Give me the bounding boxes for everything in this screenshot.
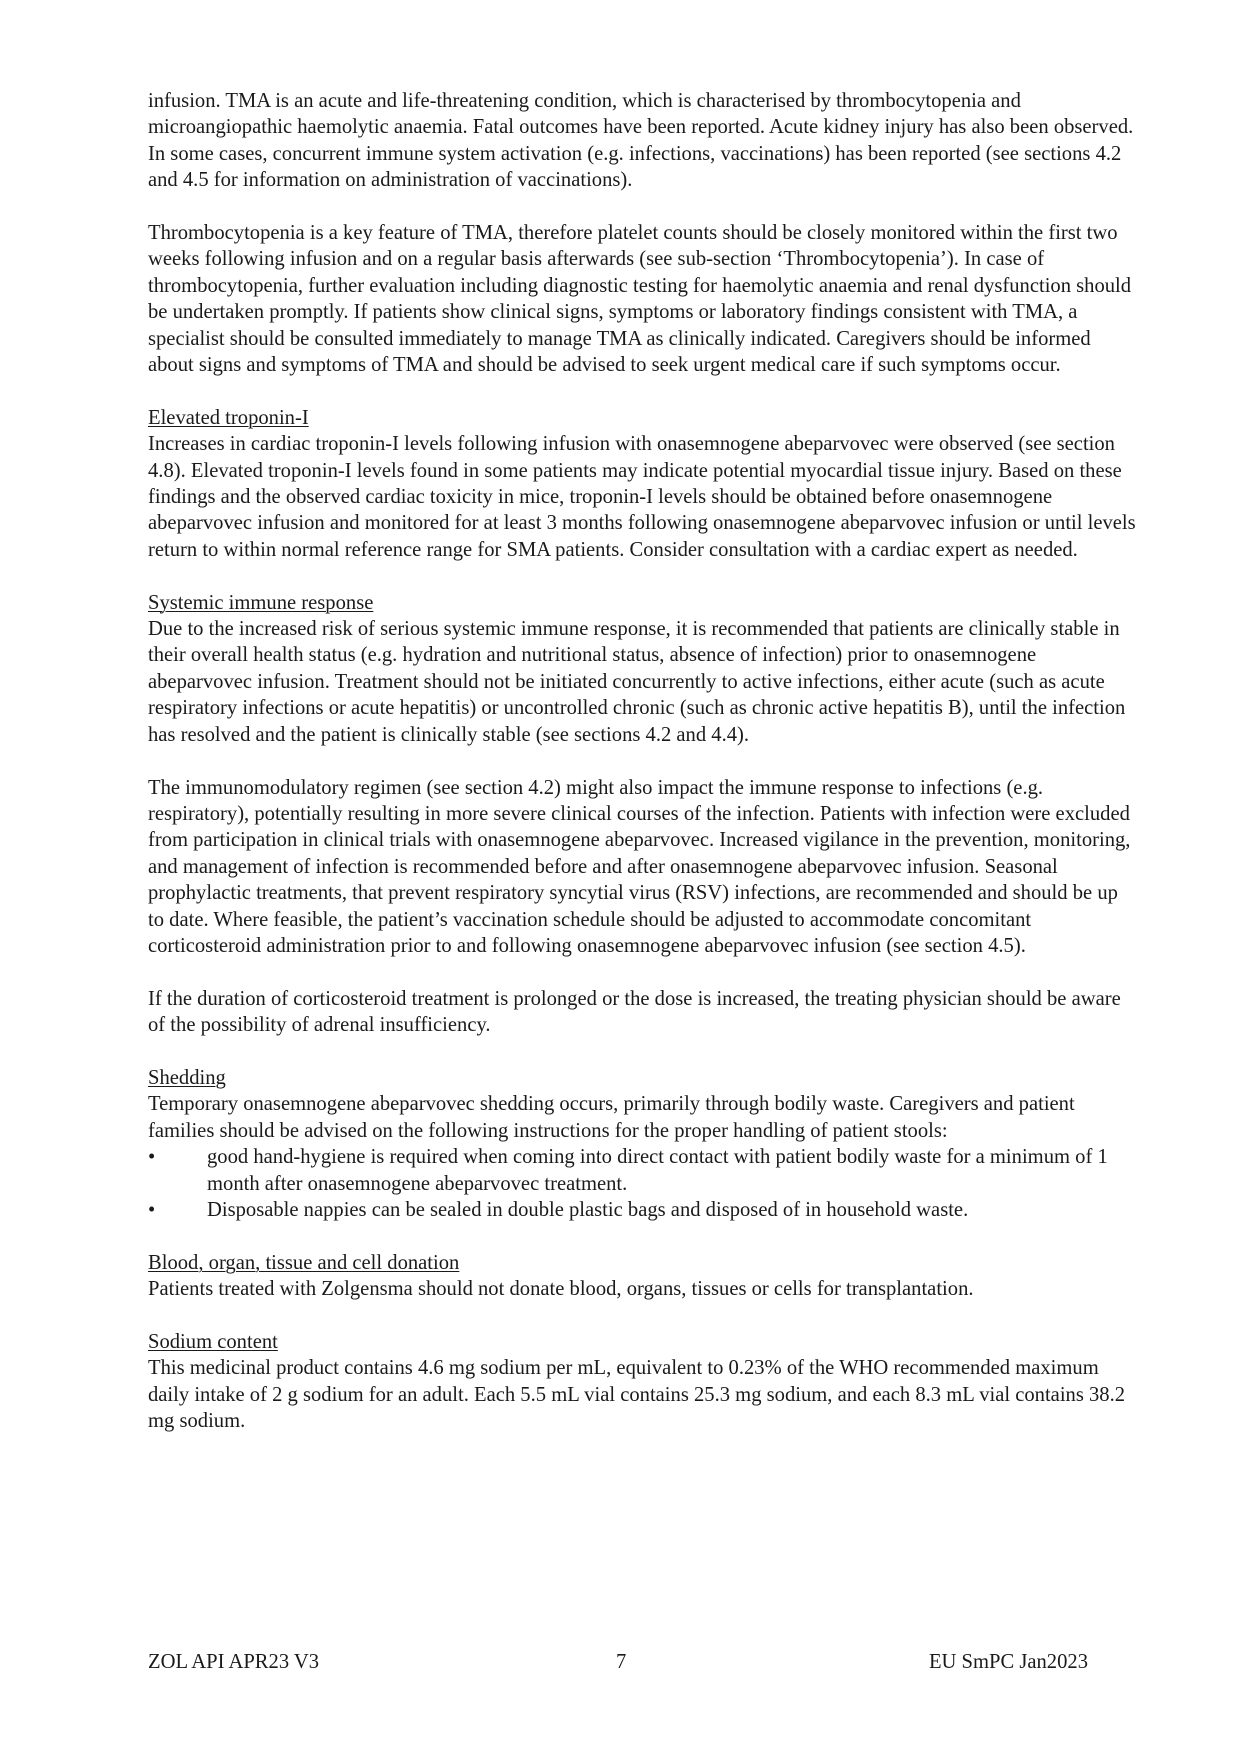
- footer-version: EU SmPC Jan2023: [928, 1651, 1088, 1673]
- list-item-text: good hand-hygiene is required when coming into direct contact with patient bodily waste for a minimum of 1 month after onasemnogene abeparvovec treatment.: [207, 1146, 1108, 1195]
- section-heading: Shedding: [148, 1066, 226, 1089]
- list-item: [148, 1144, 1138, 1197]
- section-heading: Systemic immune response: [148, 591, 374, 614]
- section-heading: Elevated troponin-I: [148, 406, 309, 429]
- paragraph-immune-2: The immunomodulatory regimen (see section 4.2) might also impact the immune response to infections (e.g. respiratory), potentially resulting in more severe clinical courses of the infection. Patients with infection were excluded from participation in clinical trials with onasemnogene abeparvovec. Increased vigilance in the prevention, monitoring, and management of infection is recommended before and after onasemnogene abeparvovec infusion. Seasonal prophylactic treatments, that prevent respiratory syncytial virus (RSV) infections, are recommended and should be up to date. Where feasible, the patient’s vaccination schedule should be adjusted to accommodate concomitant corticosteroid administration prior to and following onasemnogene abeparvovec infusion (see section 4.5).: [148, 776, 1131, 957]
- section-sodium-content: [148, 1329, 1138, 1435]
- footer-document-code: ZOL API APR23 V3: [148, 1651, 320, 1673]
- paragraph-sodium: This medicinal product contains 4.6 mg sodium per mL, equivalent to 0.23% of the WHO recommended maximum daily intake of 2 g sodium for an adult. Each 5.5 mL vial contains 25.3 mg sodium, and each 8.3 mL vial contains 38.2 mg sodium.: [148, 1357, 1126, 1433]
- paragraph-shedding: Temporary onasemnogene abeparvovec shedding occurs, primarily through bodily waste. Caregivers and patient families should be advised on the following instructions for the proper handling of patient stools:: [148, 1093, 1075, 1142]
- footer-page-number: 7: [616, 1651, 627, 1673]
- section-heading: Blood, organ, tissue and cell donation: [148, 1251, 460, 1274]
- paragraph-immune-3: If the duration of corticosteroid treatment is prolonged or the dose is increased, the treating physician should be aware of the possibility of adrenal insufficiency.: [148, 987, 1121, 1037]
- document-page: [148, 88, 1138, 1461]
- paragraph-troponin: Increases in cardiac troponin-I levels following infusion with onasemnogene abeparvovec were observed (see section 4.8). Elevated troponin-I levels found in some patients may indicate potential myocardial tissue injury. Based on these findings and the observed cardiac toxicity in mice, troponin-I levels should be obtained before onasemnogene abeparvovec infusion and monitored for at least 3 months following onasemnogene abeparvovec infusion or until levels return to within normal reference range for SMA patients. Consider consultation with a cardiac expert as needed.: [148, 433, 1136, 561]
- section-heading: Sodium content: [148, 1330, 278, 1353]
- bullet-icon: •: [148, 1146, 156, 1169]
- bullet-list: [148, 1144, 1138, 1223]
- section-donation: [148, 1250, 1138, 1303]
- bullet-icon: •: [148, 1198, 156, 1221]
- section-systemic-immune-response: [148, 590, 1138, 1039]
- section-elevated-troponin: [148, 405, 1138, 563]
- paragraph-immune-1: Due to the increased risk of serious systemic immune response, it is recommended that patients are clinically stable in their overall health status (e.g. hydration and nutritional status, absence of infection) prior to onasemnogene abeparvovec infusion. Treatment should not be initiated concurrently to active infections, either acute (such as acute respiratory infections or acute hepatitis) or uncontrolled chronic (such as chronic active hepatitis B), until the infection has resolved and the patient is clinically stable (see sections 4.2 and 4.4).: [148, 618, 1126, 746]
- section-shedding: [148, 1065, 1138, 1223]
- list-item: [148, 1197, 1138, 1223]
- paragraph-thrombocytopenia: Thrombocytopenia is a key feature of TMA, therefore platelet counts should be closely monitored within the first two weeks following infusion and on a regular basis afterwards (see sub-section ‘Thrombocytopenia’). In case of thrombocytopenia, further evaluation including diagnostic testing for haemolytic anaemia and renal dysfunction should be undertaken promptly. If patients show clinical signs, symptoms or laboratory findings consistent with TMA, a specialist should be consulted immediately to manage TMA as clinically indicated. Caregivers should be informed about signs and symptoms of TMA and should be advised to seek urgent medical care if such symptoms occur.: [148, 222, 1132, 377]
- paragraph-donation: Patients treated with Zolgensma should not donate blood, organs, tissues or cells for transplantation.: [148, 1278, 974, 1301]
- list-item-text: Disposable nappies can be sealed in double plastic bags and disposed of in household waste.: [207, 1198, 969, 1221]
- paragraph-tma-intro: infusion. TMA is an acute and life-threatening condition, which is characterised by thrombocytopenia and microangiopathic haemolytic anaemia. Fatal outcomes have been reported. Acute kidney injury has also been observed. In some cases, concurrent immune system activation (e.g. infections, vaccinations) has been reported (see sections 4.2 and 4.5 for information on administration of vaccinations).: [148, 90, 1134, 192]
